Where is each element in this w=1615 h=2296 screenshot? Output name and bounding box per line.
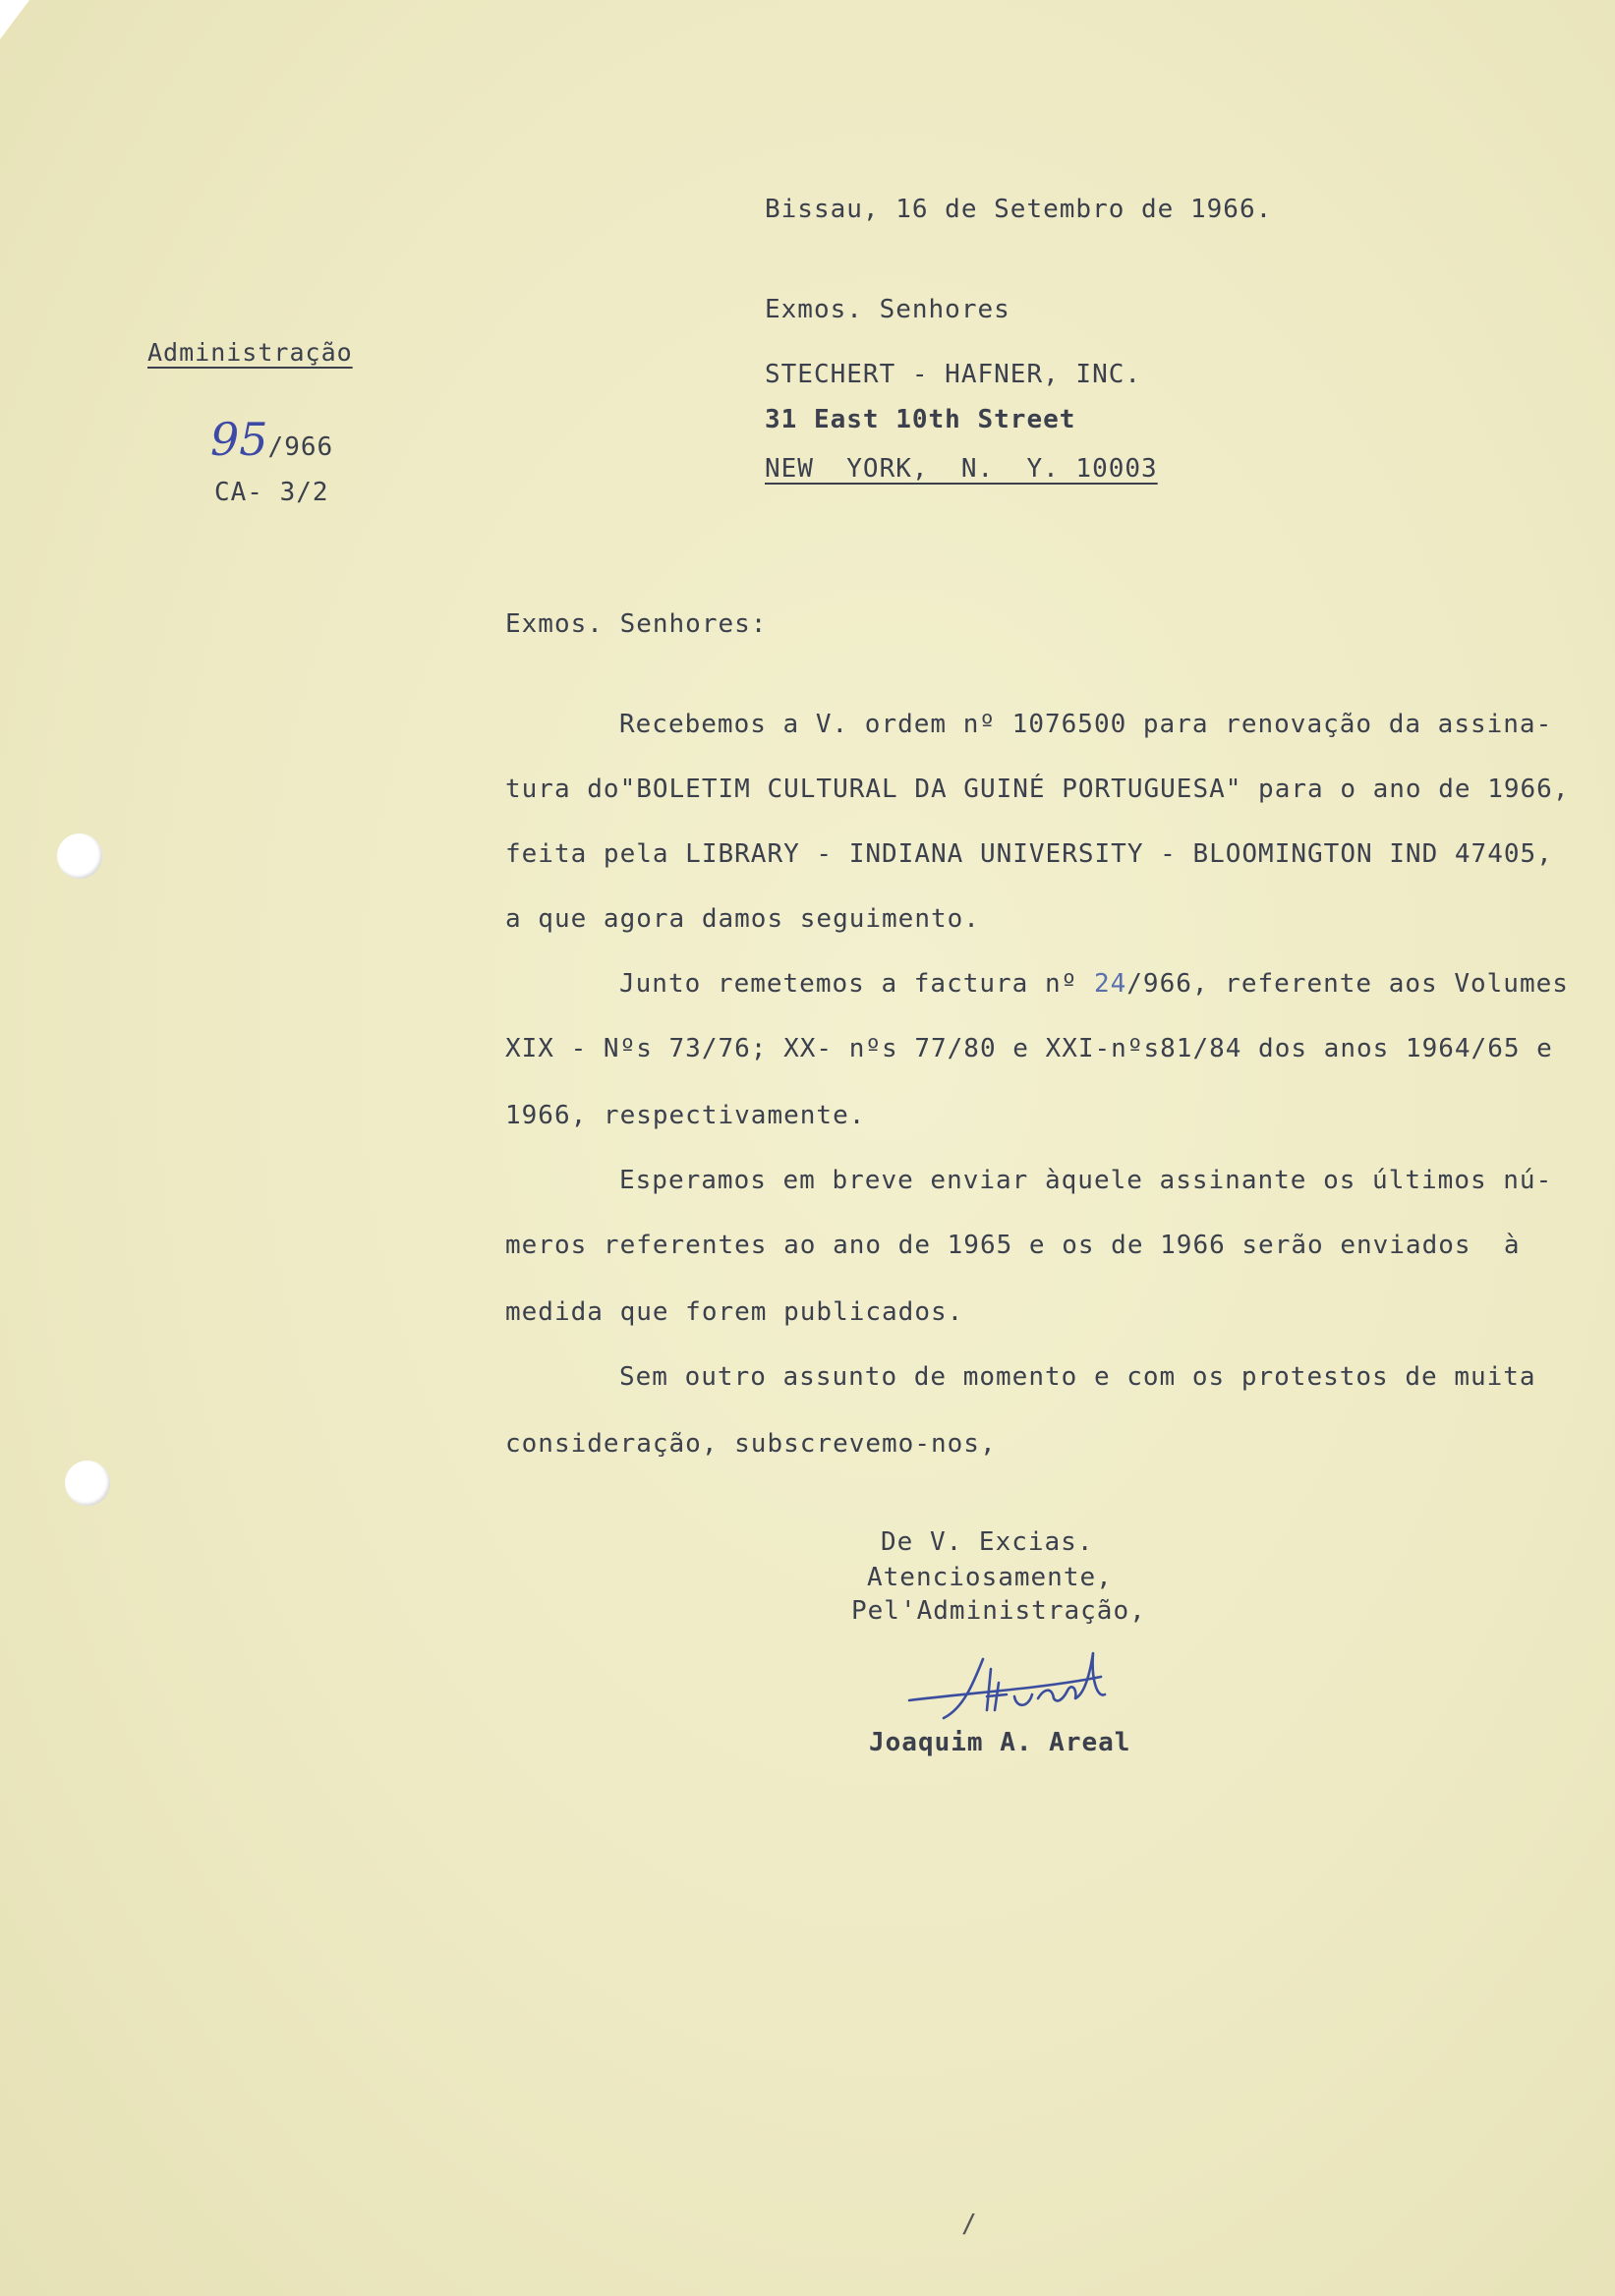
para4-line2: consideração, subscrevemo-nos, bbox=[505, 1429, 997, 1459]
reference-code: CA- 3/2 bbox=[214, 478, 329, 507]
handwritten-number: 95 bbox=[210, 413, 268, 466]
para1-line2: tura do"BOLETIM CULTURAL DA GUINÉ PORTUGUESA" para o ano de 1966, bbox=[505, 775, 1570, 804]
para3-line3: medida que forem publicados. bbox=[505, 1297, 964, 1327]
recipient-street: 31 East 10th Street bbox=[765, 405, 1076, 434]
para1-line3: feita pela LIBRARY - INDIANA UNIVERSITY - BLOOMINGTON IND 47405, bbox=[505, 839, 1553, 869]
punch-hole-bottom bbox=[65, 1461, 110, 1506]
para2-line1-start: Junto remetemos a factura nº bbox=[619, 969, 1094, 999]
para2-line2: XIX - Nºs 73/76; XX- nºs 77/80 e XXI-nºs81/84 dos anos 1964/65 e bbox=[505, 1034, 1553, 1063]
recipient-city: NEW YORK, N. Y. 10003 bbox=[765, 454, 1158, 484]
punch-hole-top bbox=[57, 833, 102, 879]
closing-line2: Atenciosamente, bbox=[867, 1563, 1113, 1592]
para2-line3: 1966, respectivamente. bbox=[505, 1101, 866, 1130]
para3-line2: meros referentes ao ano de 1965 e os de 1966 serão enviados à bbox=[505, 1231, 1521, 1260]
signatory-name: Joaquim A. Areal bbox=[869, 1728, 1131, 1757]
handwritten-invoice-number: 24 bbox=[1093, 969, 1127, 999]
greeting: Exmos. Senhores: bbox=[505, 609, 768, 639]
typed-year: /966 bbox=[267, 432, 334, 462]
closing-line1: De V. Excias. bbox=[881, 1527, 1094, 1557]
closing-line3: Pel'Administração, bbox=[851, 1596, 1146, 1626]
reference-number bbox=[210, 413, 333, 466]
para2-line1-end: /966, referente aos Volumes bbox=[1126, 969, 1569, 999]
para1-line1: Recebemos a V. ordem nº 1076500 para renovação da assina- bbox=[619, 710, 1553, 739]
place-date: Bissau, 16 de Setembro de 1966. bbox=[765, 195, 1273, 224]
recipient-salutation: Exmos. Senhores bbox=[765, 295, 1010, 324]
signature bbox=[904, 1639, 1160, 1738]
footer-mark: / bbox=[961, 2210, 978, 2239]
folded-corner bbox=[0, 0, 29, 39]
para1-line4: a que agora damos seguimento. bbox=[505, 904, 980, 934]
para2-line1 bbox=[619, 967, 1569, 1001]
department-label: Administração bbox=[147, 338, 353, 367]
para3-line1: Esperamos em breve enviar àquele assinante os últimos nú- bbox=[619, 1166, 1553, 1195]
recipient-company: STECHERT - HAFNER, INC. bbox=[765, 360, 1142, 389]
para4-line1: Sem outro assunto de momento e com os protestos de muita bbox=[619, 1362, 1536, 1392]
